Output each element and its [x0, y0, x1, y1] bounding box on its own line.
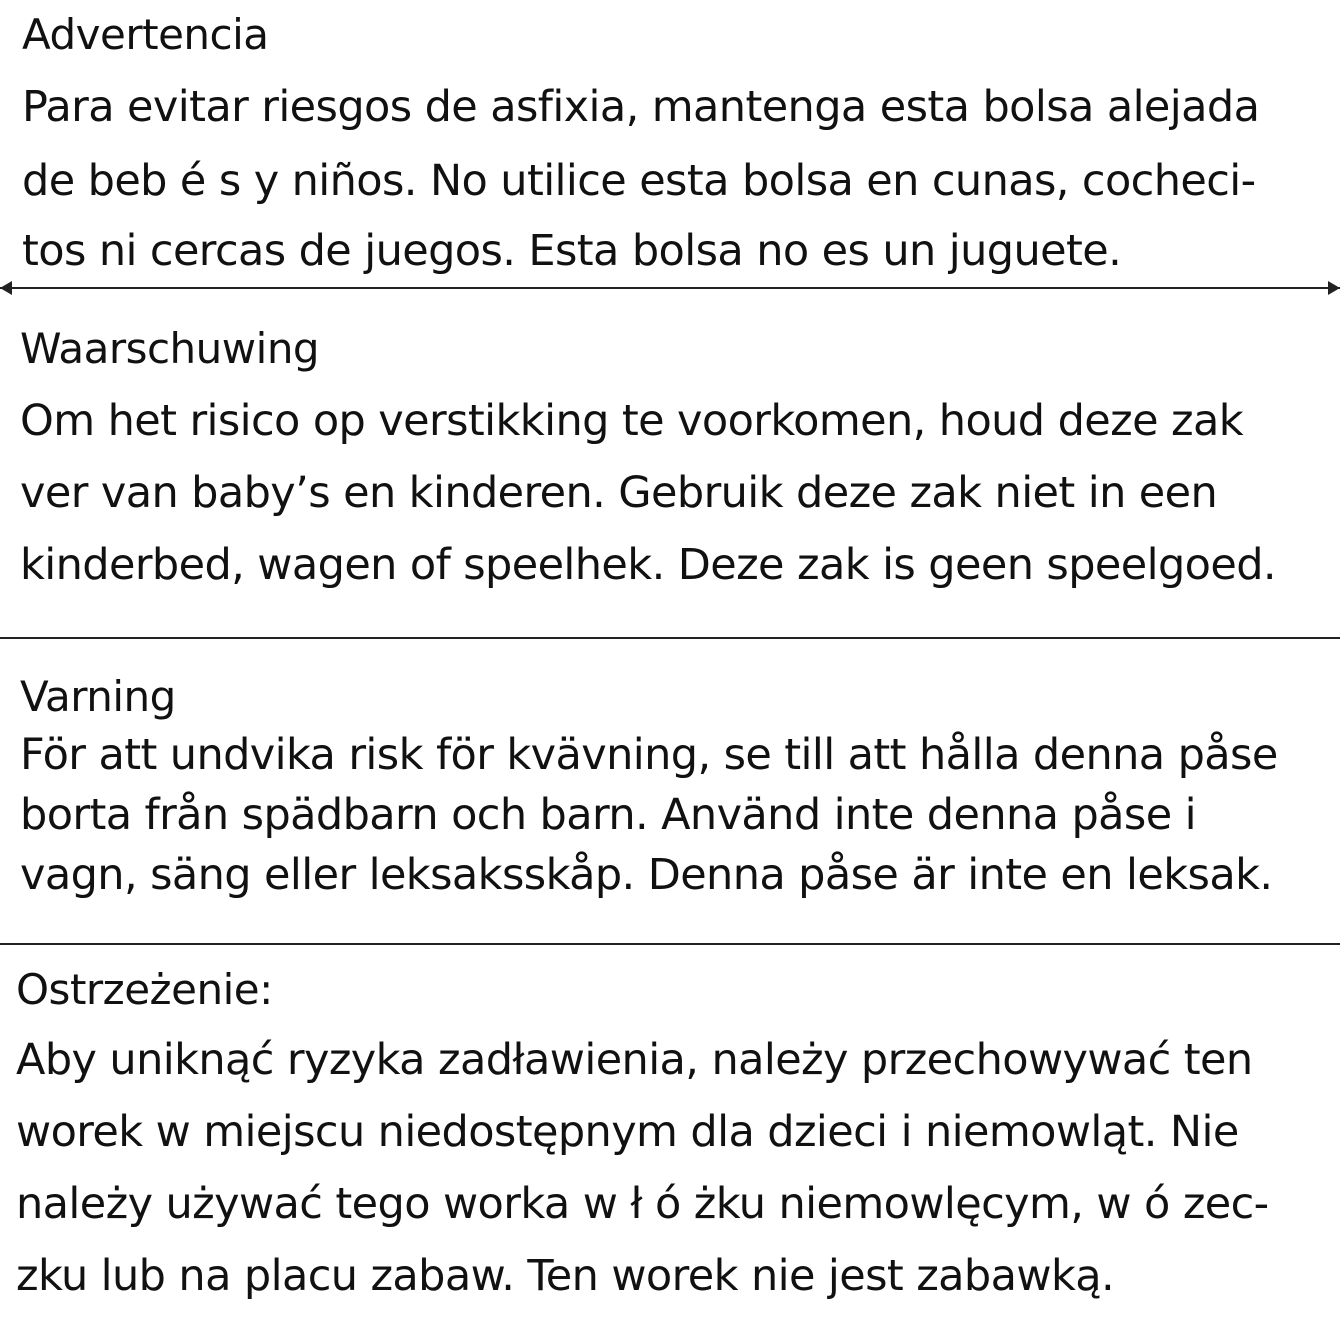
warning-heading-es: Advertencia: [22, 10, 269, 59]
warning-text-line: de beb é s y niños. No utilice esta bolsa en cunas, cocheci-: [22, 156, 1256, 206]
section-divider: [0, 943, 1340, 945]
warning-text-line: vagn, säng eller leksaksskåp. Denna påse är inte en leksak.: [20, 850, 1273, 900]
warning-section-sv: [20, 672, 1335, 900]
warning-text-line: ver van baby’s en kinderen. Gebruik deze zak niet in een: [20, 468, 1218, 518]
section-divider: [0, 637, 1340, 639]
warning-heading-nl: Waarschuwing: [20, 324, 320, 373]
arrowhead-right-icon: [1328, 281, 1340, 295]
warning-text-line: Aby uniknąć ryzyka zadławienia, należy przechowywać ten: [16, 1035, 1253, 1085]
arrowhead-left-icon: [0, 281, 12, 295]
warning-text-line: Om het risico op verstikking te voorkomen, houd deze zak: [20, 396, 1244, 446]
warning-text-line: borta från spädbarn och barn. Använd inte denna påse i: [20, 790, 1196, 840]
warning-text-line: Para evitar riesgos de asfixia, mantenga esta bolsa alejada: [22, 82, 1260, 132]
warning-text-line: należy używać tego worka w ł ó żku niemowlęcym, w ó zec-: [16, 1179, 1269, 1229]
warning-section-nl: [20, 324, 1335, 590]
warning-text-line: tos ni cercas de juegos. Esta bolsa no es un juguete.: [22, 226, 1122, 276]
warning-heading-sv: Varning: [20, 672, 176, 721]
warning-section-pl: [16, 965, 1336, 1301]
warning-text-line: worek w miejscu niedostępnym dla dzieci i niemowląt. Nie: [16, 1107, 1239, 1157]
warning-text-line: zku lub na placu zabaw. Ten worek nie jest zabawką.: [16, 1251, 1115, 1301]
warning-section-es: [22, 10, 1332, 276]
warning-heading-pl: Ostrzeżenie:: [16, 965, 273, 1014]
section-divider-arrow: [0, 287, 1340, 289]
warning-text-line: kinderbed, wagen of speelhek. Deze zak is geen speelgoed.: [20, 540, 1276, 590]
warning-text-line: För att undvika risk för kvävning, se till att hålla denna påse: [20, 730, 1278, 780]
